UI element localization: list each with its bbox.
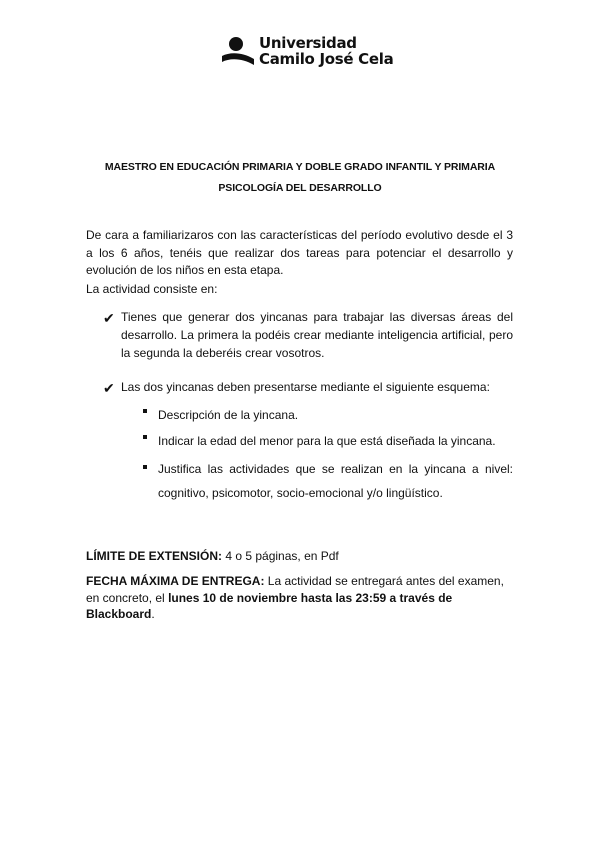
deadline-text: La actividad se entregará antes del examen, en concreto, el [86, 574, 504, 605]
university-logo [220, 34, 394, 70]
check-item-1: Tienes que generar dos yincanas para trabajar las diversas áreas del desarrollo. La primera la podéis crear mediante inteligencia artificial, pero la segunda la deberéis crear vosotros. [121, 310, 513, 360]
deadline [86, 573, 516, 623]
degree-title: MAESTRO EN EDUCACIÓN PRIMARIA Y DOBLE GRADO INFANTIL Y PRIMARIA [104, 161, 496, 173]
limit-value: 4 o 5 páginas, en Pdf [222, 549, 339, 563]
deadline-end: . [151, 607, 155, 621]
square-bullet-icon [143, 435, 147, 439]
checkmark-icon: ✔ [103, 310, 115, 326]
limit-label: LÍMITE DE EXTENSIÓN: [86, 549, 223, 563]
deadline-date: lunes 10 de noviembre hasta las 23:59 a través de Blackboard [86, 590, 453, 621]
square-bullet-icon [143, 409, 147, 413]
logo-line-1: Universidad [259, 34, 357, 52]
logo-line-2: Camilo José Cela [259, 50, 394, 68]
sub-item-text: Descripción de la yincana. [158, 408, 299, 422]
intro-paragraph: De cara a familiarizaros con las características del período evolutivo desde el 3 a los 6 años, tenéis que realizar dos tareas para potenciar el desarrollo y evolución de los niños en esta etapa. [86, 228, 513, 277]
check-item-2: Las dos yincanas deben presentarse mediante el siguiente esquema: [121, 380, 490, 394]
checkmark-icon: ✔ [103, 380, 115, 396]
course-title: PSICOLOGÍA DEL DESARROLLO [218, 182, 382, 194]
logo-figure-icon [220, 34, 256, 70]
sub-item-text: Indicar la edad del menor para la que está diseñada la yincana. [158, 434, 496, 448]
activity-intro: La actividad consiste en: [86, 282, 218, 296]
deadline-label: FECHA MÁXIMA DE ENTREGA: [86, 574, 265, 588]
sub-item-text: Justifica las actividades que se realizan en la yincana a nivel: cognitivo, psicomotor, socio-emocional y/o lingüístico. [158, 462, 513, 500]
square-bullet-icon [143, 465, 147, 469]
extension-limit [86, 548, 339, 565]
